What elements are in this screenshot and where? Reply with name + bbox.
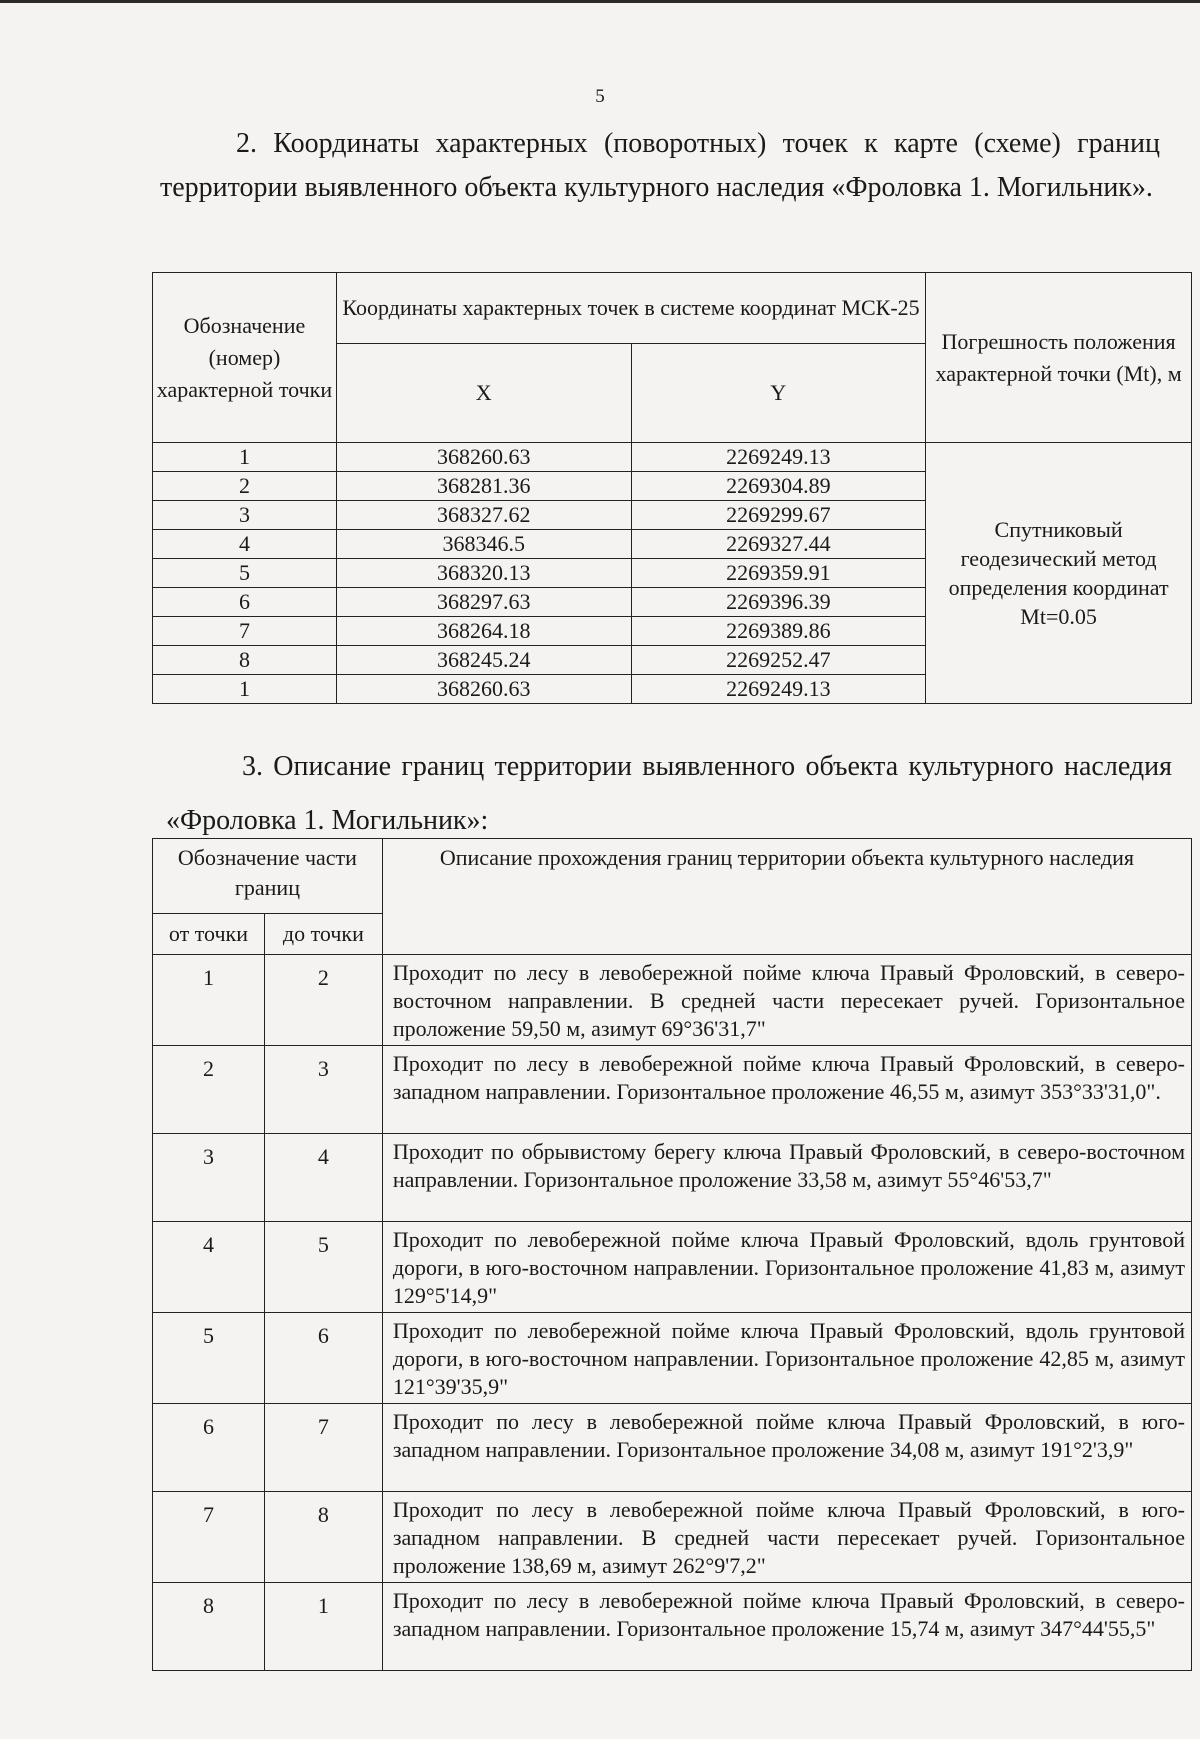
point-number: 8: [153, 646, 337, 675]
border-row: [153, 1404, 1192, 1492]
point-number: 5: [153, 559, 337, 588]
header-border-description: Описание прохождения границ территории объекта культурного наследия: [382, 839, 1191, 955]
from-point: 2: [153, 1046, 265, 1134]
to-point: 2: [264, 955, 382, 1046]
border-row: [153, 1134, 1192, 1222]
coordinate-y: 2269299.67: [631, 501, 926, 530]
point-number: 4: [153, 530, 337, 559]
to-point: 7: [264, 1404, 382, 1492]
border-row: [153, 1222, 1192, 1313]
coordinate-y: 2269389.86: [631, 617, 926, 646]
coordinate-x: 368264.18: [336, 617, 631, 646]
coordinate-x: 368260.63: [336, 675, 631, 704]
to-point: 8: [264, 1492, 382, 1583]
coordinates-table: [152, 272, 1192, 704]
border-description: Проходит по лесу в левобережной пойме ключа Правый Фроловский, в юго-западном направлении. Горизонтальное проложение 34,08 м, азимут 191°2'3,9": [382, 1404, 1191, 1492]
header-coordinates: Координаты характерных точек в системе координат МСК-25: [336, 273, 925, 344]
border-description: Проходит по лесу в левобережной пойме ключа Правый Фроловский, в северо-западном направлении. Горизонтальное проложение 46,55 м, азимут 353°33'31,0".: [382, 1046, 1191, 1134]
border-description: Проходит по обрывистому берегу ключа Правый Фроловский, в северо-восточном направлении. Горизонтальное проложение 33,58 м, азимут 55°46'53,7": [382, 1134, 1191, 1222]
section-3-heading: 3. Описание границ территории выявленного объекта культурного наследия «Фроловка 1. Могильник»:: [166, 751, 1172, 836]
to-point: 3: [264, 1046, 382, 1134]
coordinate-row: [153, 443, 1192, 472]
border-description: Проходит по лесу в левобережной пойме ключа Правый Фроловский, в северо-восточном направлении. В средней части пересекает ручей. Горизонтальное проложение 59,50 м, азимут 69°36'31,7": [382, 955, 1191, 1046]
border-description: Проходит по левобережной пойме ключа Правый Фроловский, вдоль грунтовой дороги, в юго-восточном направлении. Горизонтальное проложение 41,83 м, азимут 129°5'14,9": [382, 1222, 1191, 1313]
to-point: 4: [264, 1134, 382, 1222]
border-body: [153, 955, 1192, 1671]
header-y: Y: [631, 344, 926, 443]
header-point-number: Обозначение (номер) характерной точки: [153, 273, 337, 443]
border-row: [153, 1046, 1192, 1134]
accuracy-method: Спутниковый геодезический метод определения координат Mt=0.05: [926, 443, 1192, 704]
coordinate-x: 368297.63: [336, 588, 631, 617]
header-border-part: Обозначение части границ: [153, 839, 383, 914]
border-row: [153, 955, 1192, 1046]
coordinate-y: 2269396.39: [631, 588, 926, 617]
from-point: 3: [153, 1134, 265, 1222]
coordinate-y: 2269249.13: [631, 443, 926, 472]
coordinate-y: 2269252.47: [631, 646, 926, 675]
point-number: 1: [153, 443, 337, 472]
from-point: 5: [153, 1313, 265, 1404]
section-2-heading: 2. Координаты характерных (поворотных) точек к карте (схеме) границ территории выявленного объекта культурного наследия «Фроловка 1. Могильник».: [160, 128, 1160, 203]
coordinate-x: 368346.5: [336, 530, 631, 559]
coordinate-y: 2269327.44: [631, 530, 926, 559]
header-accuracy: Погрешность положения характерной точки (Mt), м: [926, 273, 1192, 443]
point-number: 3: [153, 501, 337, 530]
to-point: 6: [264, 1313, 382, 1404]
coordinates-body: [153, 443, 1192, 704]
point-number: 1: [153, 675, 337, 704]
coordinate-y: 2269249.13: [631, 675, 926, 704]
page-top-edge: [0, 0, 1200, 3]
border-row: [153, 1583, 1192, 1671]
point-number: 7: [153, 617, 337, 646]
header-to-point: до точки: [264, 914, 382, 955]
from-point: 7: [153, 1492, 265, 1583]
header-x: X: [336, 344, 631, 443]
coordinate-y: 2269304.89: [631, 472, 926, 501]
border-description: Проходит по лесу в левобережной пойме ключа Правый Фроловский, в северо-западном направлении. Горизонтальное проложение 15,74 м, азимут 347°44'55,5": [382, 1583, 1191, 1671]
border-description: Проходит по левобережной пойме ключа Правый Фроловский, вдоль грунтовой дороги, в юго-восточном направлении. Горизонтальное проложение 42,85 м, азимут 121°39'35,9": [382, 1313, 1191, 1404]
border-description-table: [152, 838, 1192, 1671]
page-number: 5: [595, 86, 605, 107]
header-from-point: от точки: [153, 914, 265, 955]
from-point: 8: [153, 1583, 265, 1671]
coordinate-x: 368260.63: [336, 443, 631, 472]
from-point: 4: [153, 1222, 265, 1313]
point-number: 6: [153, 588, 337, 617]
point-number: 2: [153, 472, 337, 501]
border-row: [153, 1492, 1192, 1583]
coordinate-x: 368320.13: [336, 559, 631, 588]
from-point: 6: [153, 1404, 265, 1492]
border-description: Проходит по лесу в левобережной пойме ключа Правый Фроловский, в юго-западном направлении. В средней части пересекает ручей. Горизонтальное проложение 138,69 м, азимут 262°9'7,2": [382, 1492, 1191, 1583]
border-row: [153, 1313, 1192, 1404]
coordinate-x: 368245.24: [336, 646, 631, 675]
to-point: 1: [264, 1583, 382, 1671]
coordinate-x: 368327.62: [336, 501, 631, 530]
coordinate-y: 2269359.91: [631, 559, 926, 588]
coordinate-x: 368281.36: [336, 472, 631, 501]
from-point: 1: [153, 955, 265, 1046]
to-point: 5: [264, 1222, 382, 1313]
